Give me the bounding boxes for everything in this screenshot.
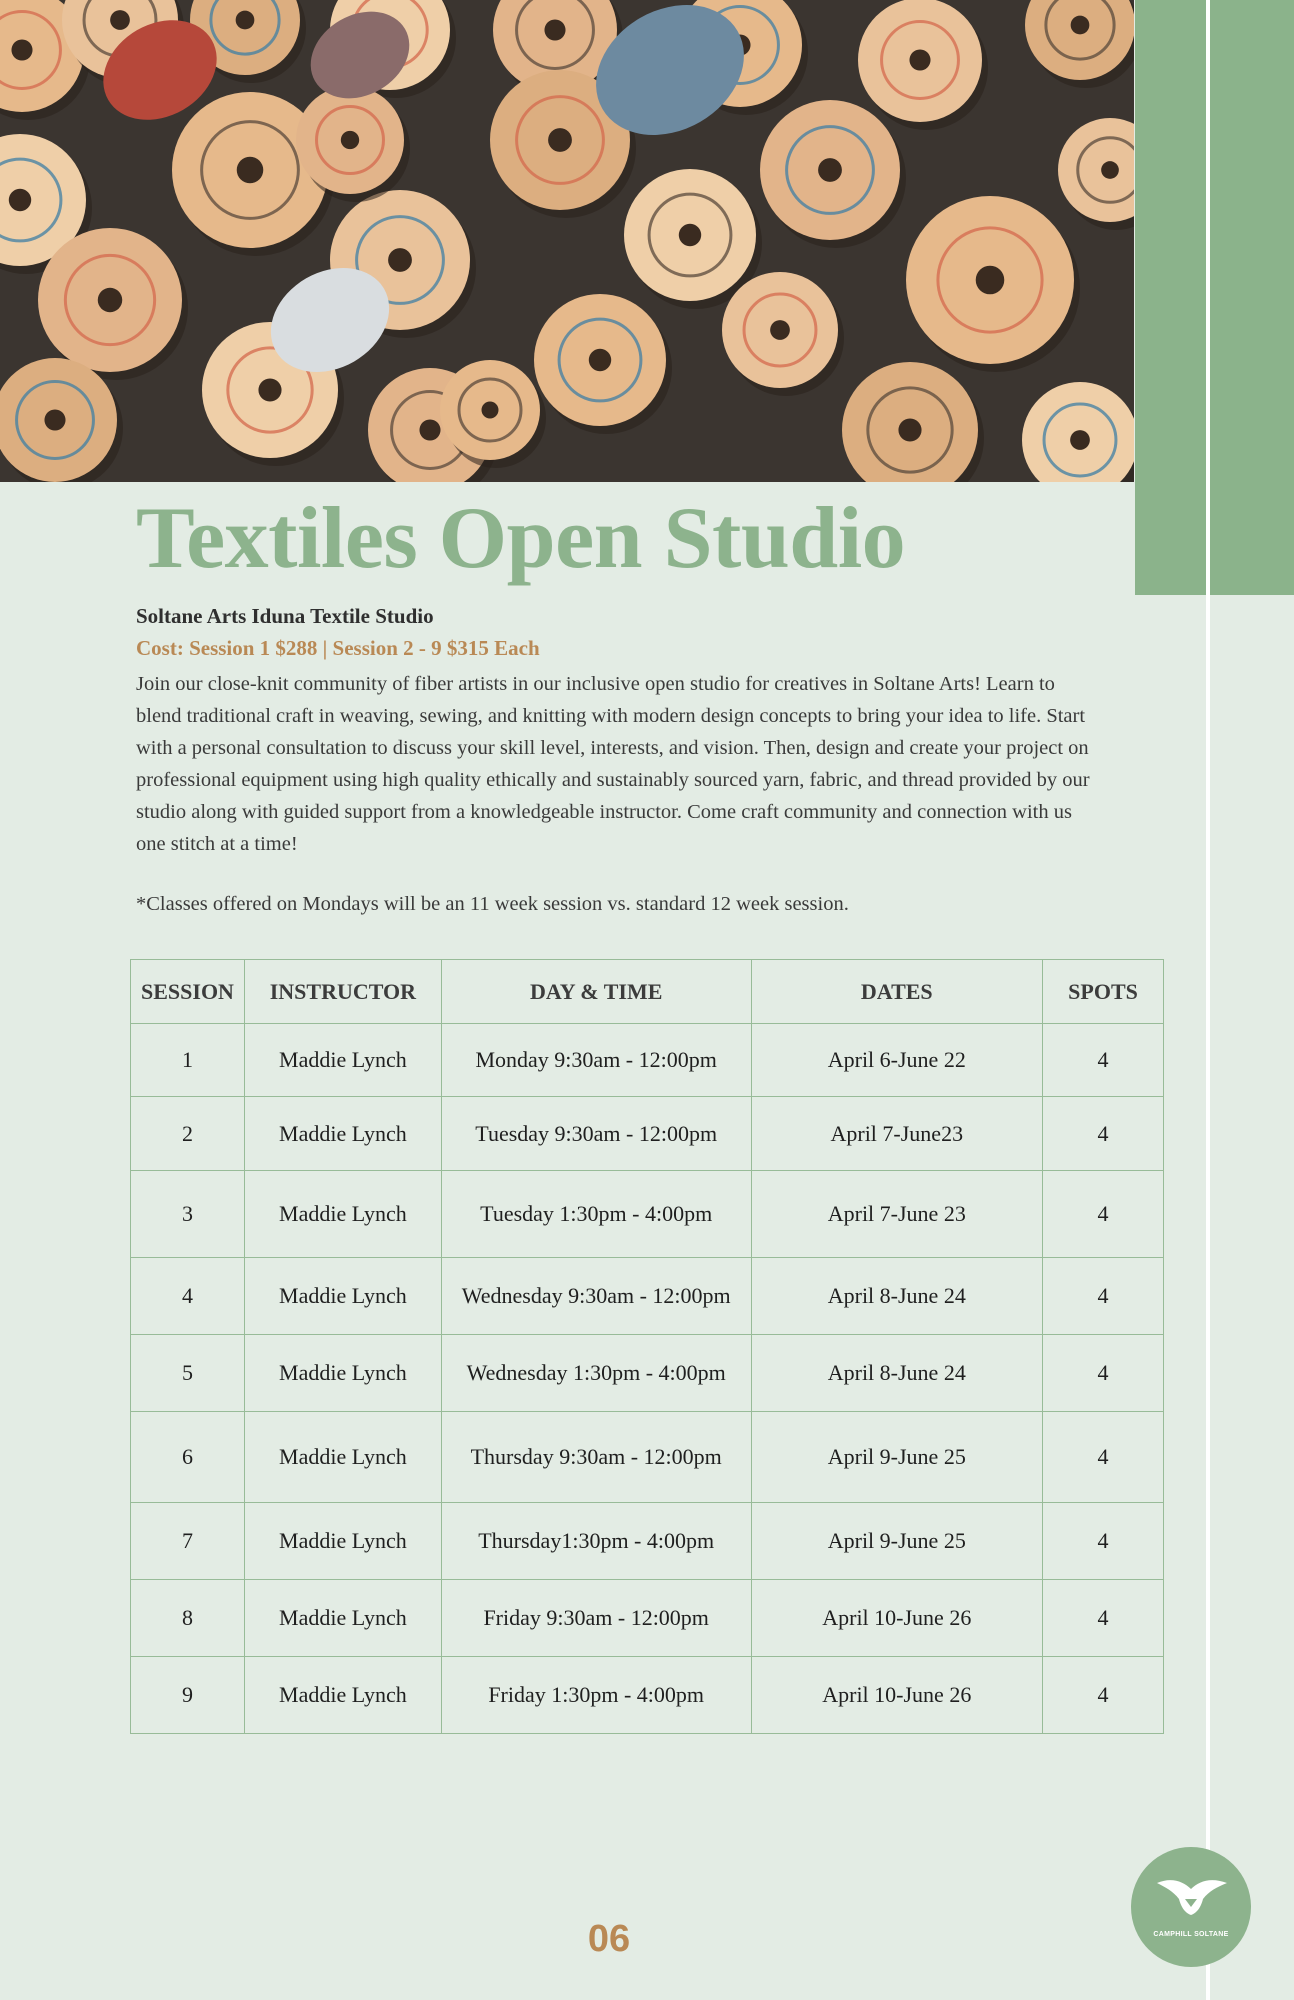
table-row: [131, 1024, 1164, 1097]
cell-dates: April 8-June 24: [751, 1335, 1043, 1412]
table-row: [131, 1335, 1164, 1412]
cell-dates: April 9-June 25: [751, 1412, 1043, 1503]
header-instructor: INSTRUCTOR: [244, 960, 441, 1024]
cell-instructor: Maddie Lynch: [244, 1503, 441, 1580]
cell-session: 4: [131, 1258, 245, 1335]
cell-spots: 4: [1043, 1258, 1164, 1335]
cell-instructor: Maddie Lynch: [244, 1258, 441, 1335]
table-row: [131, 1097, 1164, 1171]
cell-instructor: Maddie Lynch: [244, 1171, 441, 1258]
cell-instructor: Maddie Lynch: [244, 1657, 441, 1734]
cell-session: 9: [131, 1657, 245, 1734]
cell-day-time: Wednesday 1:30pm - 4:00pm: [441, 1335, 751, 1412]
cell-day-time: Wednesday 9:30am - 12:00pm: [441, 1258, 751, 1335]
table-row: [131, 1171, 1164, 1258]
cell-dates: April 7-June23: [751, 1097, 1043, 1171]
cell-spots: 4: [1043, 1412, 1164, 1503]
cell-day-time: Thursday 9:30am - 12:00pm: [441, 1412, 751, 1503]
thread-spools-illustration: [0, 0, 1134, 482]
table-row: [131, 1580, 1164, 1657]
cell-session: 2: [131, 1097, 245, 1171]
cell-spots: 4: [1043, 1097, 1164, 1171]
header-day-time: DAY & TIME: [441, 960, 751, 1024]
cell-instructor: Maddie Lynch: [244, 1024, 441, 1097]
page-title: Textiles Open Studio: [136, 490, 906, 587]
cell-dates: April 6-June 22: [751, 1024, 1043, 1097]
cell-spots: 4: [1043, 1024, 1164, 1097]
monday-note: *Classes offered on Mondays will be an 11 week session vs. standard 12 week session.: [136, 893, 849, 915]
table-header-row: [131, 960, 1164, 1024]
cell-session: 5: [131, 1335, 245, 1412]
cell-instructor: Maddie Lynch: [244, 1097, 441, 1171]
cell-instructor: Maddie Lynch: [244, 1580, 441, 1657]
studio-subtitle: Soltane Arts Iduna Textile Studio: [136, 604, 434, 628]
table-row: [131, 1657, 1164, 1734]
cell-day-time: Tuesday 1:30pm - 4:00pm: [441, 1171, 751, 1258]
accent-vertical-line: [1206, 0, 1210, 2000]
cell-session: 3: [131, 1171, 245, 1258]
accent-green-block: [1135, 0, 1294, 595]
table-row: [131, 1503, 1164, 1580]
cell-spots: 4: [1043, 1503, 1164, 1580]
page-number: 06: [587, 1918, 631, 1960]
cell-day-time: Tuesday 9:30am - 12:00pm: [441, 1097, 751, 1171]
cell-spots: 4: [1043, 1657, 1164, 1734]
cell-session: 1: [131, 1024, 245, 1097]
header-spots: SPOTS: [1043, 960, 1164, 1024]
cell-spots: 4: [1043, 1171, 1164, 1258]
cell-dates: April 8-June 24: [751, 1258, 1043, 1335]
cell-day-time: Monday 9:30am - 12:00pm: [441, 1024, 751, 1097]
cost-line: Cost: Session 1 $288 | Session 2 - 9 $315 Each: [136, 636, 540, 660]
header-session: SESSION: [131, 960, 245, 1024]
description-paragraph: Join our close-knit community of fiber artists in our inclusive open studio for creatives in Soltane Arts! Learn to blend traditional craft in weaving, sewing, and knitting with modern design concepts to bring your idea to life. Start with a personal consultation to discuss your skill level, interests, and vision. Then, design and create your project on professional equipment using high quality ethically and sustainably sourced yarn, fabric, and thread provided by our studio along with guided support from a knowledgeable instructor. Come craft community and connection with us one stitch at a time!: [136, 673, 1090, 855]
table-row: [131, 1412, 1164, 1503]
cell-spots: 4: [1043, 1580, 1164, 1657]
cell-day-time: Thursday1:30pm - 4:00pm: [441, 1503, 751, 1580]
cell-dates: April 7-June 23: [751, 1171, 1043, 1258]
cell-session: 7: [131, 1503, 245, 1580]
cell-day-time: Friday 1:30pm - 4:00pm: [441, 1657, 751, 1734]
cell-dates: April 9-June 25: [751, 1503, 1043, 1580]
cell-session: 6: [131, 1412, 245, 1503]
cell-instructor: Maddie Lynch: [244, 1412, 441, 1503]
cell-instructor: Maddie Lynch: [244, 1335, 441, 1412]
cell-day-time: Friday 9:30am - 12:00pm: [441, 1580, 751, 1657]
cell-dates: April 10-June 26: [751, 1657, 1043, 1734]
cell-dates: April 10-June 26: [751, 1580, 1043, 1657]
cell-spots: 4: [1043, 1335, 1164, 1412]
schedule-table: [130, 959, 1164, 1734]
table-row: [131, 1258, 1164, 1335]
logo-text: CAMPHILL SOLTANE: [1153, 1931, 1229, 1938]
hero-photo-thread-spools: [0, 0, 1134, 482]
header-dates: DATES: [751, 960, 1043, 1024]
cell-session: 8: [131, 1580, 245, 1657]
